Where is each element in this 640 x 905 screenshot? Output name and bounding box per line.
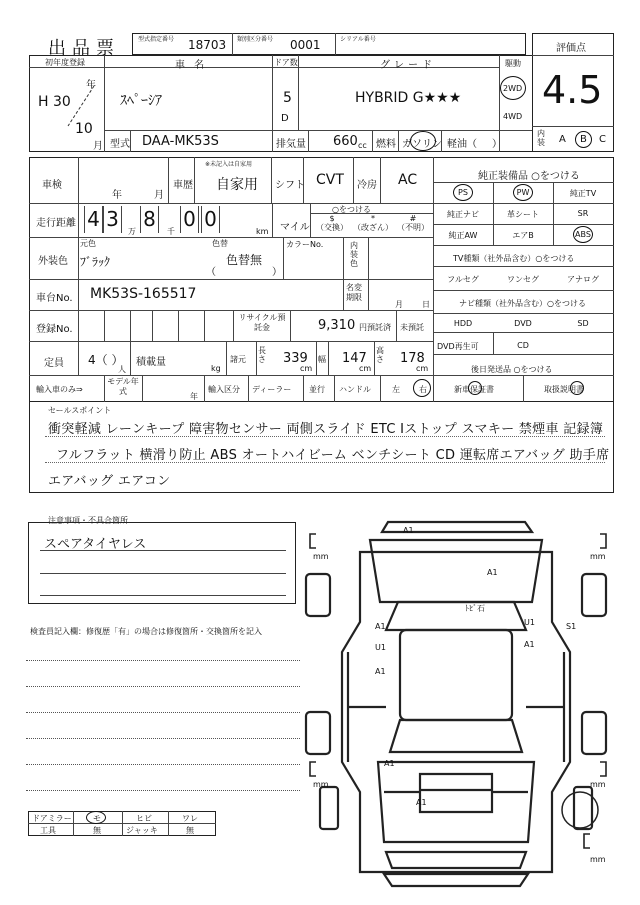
diagram-mark-10: A1 [416,798,427,807]
interior-b: B [580,134,587,145]
diagram-mark-6: U1 [524,618,535,627]
handle-label: ハンドル [339,385,371,394]
page-title: 出品票 [48,38,120,59]
diagram-mark-2: ﾄﾋﾞ石 [465,604,485,613]
navi-title: ナビ種類（社外品含む）○をつける [459,299,586,308]
equip-item-1-circle [513,184,533,201]
orig-color-value: ﾌﾞﾗｯｸ [80,255,111,269]
reg-label: 登録No. [36,324,73,335]
width-value: 147 [342,351,367,366]
odo-exchange: $ （交換） [316,214,348,232]
doors-label: ドア数 [274,58,298,67]
interior-b-circle [575,131,592,148]
equipment-title: 純正装備品 ○をつける [478,171,580,182]
recycle-status: 円預託済 [359,323,391,332]
equip-item-4: 革シート [507,210,539,219]
diagram-mark-5: A1 [375,667,386,676]
sales-line-1: 衝突軽減 レーンキープ 障害物センサー 両側スライド ETC Iストップ スマキー 禁煙車 記録簿 [48,422,604,437]
paren-close: ） [272,267,282,278]
tools-value: 無 [93,826,101,835]
tv-item-0: フルセグ [447,275,479,284]
length-value: 339 [283,351,308,366]
equip-item-0: PS [458,188,468,197]
later-item-0-circle [468,381,482,395]
diagram-mark-3: A1 [375,622,386,631]
mileage-digit-0: 4 [84,206,103,233]
cc-unit: cc [358,141,367,150]
diagram-mark-4: U1 [375,643,386,652]
trade-deadline-label: 名変期限 [346,283,362,302]
navi-item-1: DVD [514,319,532,328]
later-item-0: 新車保証書 [454,385,494,394]
diagram-mark-7: S1 [566,622,577,631]
shift-value: CVT [316,172,344,188]
diagram-mark-9: A1 [384,759,395,768]
mm-label-1: mm [313,552,329,561]
import-parallel: 並行 [309,385,325,394]
sales-line-3: エアバッグ エアコン [48,474,171,489]
equip-item-8-circle [573,226,593,243]
mirror-label: ドアミラー [32,814,72,823]
color-no-label: カラーNo. [286,240,324,249]
score-label: 評価点 [556,43,586,54]
mm-label-4: mm [590,780,606,789]
history-label: 車歴 [173,180,193,191]
import-dealer: ディーラー [252,385,292,394]
door-type: D [281,113,289,124]
mileage-digit-2: 8 [140,206,159,233]
height-label: 高さ [376,346,384,364]
doors-value: 5 [283,90,292,106]
mm-label-2: mm [590,552,606,561]
shift-label: シフト [275,180,305,191]
car-damage-diagram [300,512,630,902]
import-type-label: 輸入区分 [208,385,240,394]
capacity-label: 定員 [44,358,64,369]
tv-item-2: アナログ [567,275,599,284]
navi-item-0: HDD [453,319,473,328]
recycle-none: 未預託 [400,323,424,332]
drive-2wd-circle [500,76,526,100]
light-oil: 軽油（ [447,139,477,150]
equip-item-5: SR [577,209,589,218]
km-unit: km [256,227,269,236]
equip-item-3: 純正ナビ [447,210,479,219]
equip-item-2: 純正TV [569,189,597,198]
mirror-value: モ [93,814,101,823]
drive-4wd: 4WD [503,112,523,121]
first-reg-label: 初年度登録 [45,58,85,67]
inspector-label: 検査員記入欄：修復歴「有」の場合は修復箇所・交換箇所を記入 [30,627,262,636]
shaken-label: 車検 [42,180,62,191]
import-label: 輸入車のみ⇒ [36,385,83,394]
load-unit: kg [211,364,221,373]
navi-item-2: SD [577,319,589,328]
dvd-item-0: CD [517,341,529,350]
model-cert-value: 18703 [188,38,227,52]
model-cert-label: 型式指定番号 [138,36,175,43]
mile-label: マイル [280,222,310,233]
handle-left: 左 [392,385,400,394]
equip-item-0-circle [453,184,473,201]
paren-open: （ [206,267,216,278]
sales-label: セールスポイント [48,406,112,415]
width-unit: cm [359,364,372,373]
model-year-unit: 年 [190,392,198,401]
grade-value: HYBRID G★★★ [355,90,462,106]
height-value: 178 [400,351,425,366]
later-item-1: 取扱説明書 [544,385,584,394]
capacity-unit: 人 [118,365,126,374]
equip-item-1: PW [516,188,530,197]
drive-2wd: 2WD [503,84,523,93]
trade-month: 月 [395,300,403,309]
diagram-mark-0: A1 [403,526,414,535]
grade-label: グレード [380,60,436,71]
width-label: 幅 [318,355,326,364]
man-unit: 万 [128,227,136,236]
chassis-label: 車台No. [36,293,73,304]
dims-label: 諸元 [230,355,246,364]
interior-label: 内装 [537,129,545,147]
fuel-circle [410,131,436,151]
length-label: 長さ [258,346,266,364]
notes-line-1: スペアタイヤレス [44,537,147,552]
exterior-color-label: 外装色 [38,256,68,267]
hibi-label: ヒビ [136,814,152,823]
history-note: ※未記入は自家用 [205,161,253,168]
recycle-value: 9,310 [318,318,356,333]
shaken-year-unit: 年 [112,190,122,201]
interior-c: C [599,134,606,145]
fuel-label: 燃料 [376,139,396,150]
equip-item-6: 純正AW [448,231,478,240]
model-label: 型式 [110,139,130,150]
later-title: 後日発送品 ○をつける [471,365,553,374]
mileage-digit-3: 0 [180,206,199,233]
model-value: DAA-MK53S [142,134,219,149]
orig-color-label: 元色 [80,239,96,248]
tv-title: TV種類（社外品含む）○をつける [453,254,575,263]
trade-day: 日 [422,300,430,309]
history-value: 自家用 [216,177,258,193]
ware-label: ワレ [182,814,198,823]
tv-item-1: ワンセグ [507,275,539,284]
handle-right: 右 [419,385,427,394]
repaint-label: 色替 [212,239,228,248]
ac-label: 冷房 [357,180,377,191]
mileage-digit-4: 0 [201,206,220,233]
height-unit: cm [416,364,429,373]
recycle-label: リサイクル預託金 [238,313,286,332]
mirror-circle [86,811,106,824]
diagram-mark-1: A1 [487,568,498,577]
first-reg-month: 10 [75,121,93,137]
score-value: 4.5 [542,68,603,112]
year-unit: 年 [86,80,96,91]
mm-label-3: mm [313,780,329,789]
notes-label: 注意事項・不具合箇所 [48,516,128,525]
car-name-label: 車 名 [175,60,208,71]
later-item-1-circle [570,381,584,395]
light-oil-end: ） [492,139,502,150]
mileage-digit-1: 3 [103,206,122,233]
jack-label: ジャッキ [126,826,158,835]
model-year-label: モデル年式 [107,377,139,396]
tools-label: 工具 [40,826,56,835]
length-unit: cm [300,364,313,373]
ac-value: AC [398,172,418,188]
chassis-value: MK53S-165517 [90,286,197,302]
load-label: 積載量 [136,357,166,368]
mm-label-5: mm [590,855,606,864]
shaken-month-unit: 月 [154,190,164,201]
odo-unknown: # （不明） [397,214,429,232]
equip-item-8: ABS [575,230,591,239]
equip-item-7: エアB [512,231,534,240]
dvd-label: DVD再生可 [437,342,479,351]
odo-tampered: * （改ざん） [353,214,393,232]
class-num-value: 0001 [290,38,321,52]
interior-a: A [559,134,566,145]
repaint-value: 色替無 [226,253,263,267]
mileage-label: 走行距離 [36,218,76,229]
fuel-value: ガソリン [402,139,442,150]
drive-label: 駆動 [505,59,521,68]
capacity-value: 4（ ） [88,353,124,367]
sen-unit: 千 [167,227,175,236]
car-name-value: ｽﾍﾟｰｼｱ [120,93,162,109]
class-num-label: 類別区分番号 [237,36,274,43]
handle-right-circle [413,379,431,397]
displacement-label: 排気量 [276,139,306,150]
int-color-label: 内装色 [350,241,358,268]
serial-label: シリアル番号 [340,36,376,43]
odo-note: ○をつける [332,205,371,214]
first-reg-era: H 30 [38,94,71,110]
jack-value: 無 [186,826,194,835]
displacement-value: 660 [333,134,358,149]
month-unit: 月 [93,141,103,152]
diagram-mark-8: A1 [524,640,535,649]
sales-line-2: フルフラット 横滑り防止 ABS オートハイビーム ベンチシート CD 運転席エアバッグ 助手席 [56,448,610,463]
